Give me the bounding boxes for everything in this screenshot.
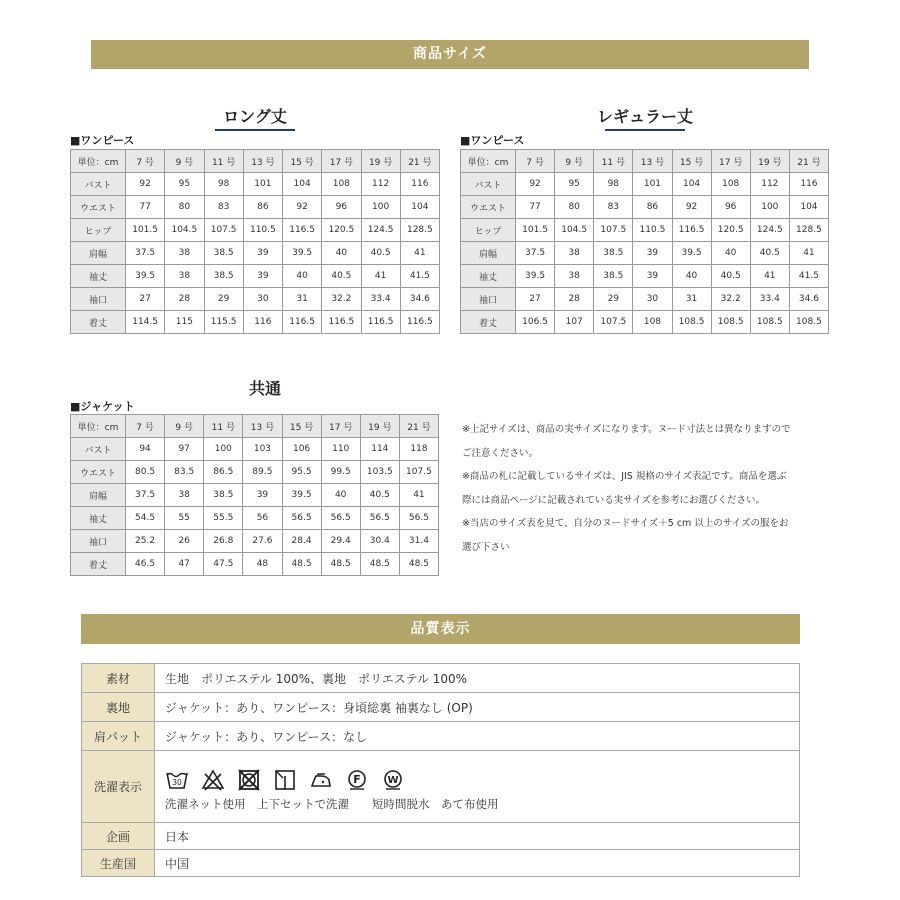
dry-clean-f-icon [345,768,369,792]
measurement-row [71,461,439,484]
measurement-value-cell: 115.5 [204,311,243,334]
measurement-row [461,219,829,242]
measurement-value-cell: 40.5 [711,265,750,288]
quality-row-material [82,664,800,693]
measurement-value-cell: 28.4 [282,530,321,553]
measurement-value-cell: 37.5 [516,242,555,265]
long-onepiece-label: ■ワンピース [70,134,135,147]
measurement-value-cell: 38 [165,484,204,507]
measurement-value-cell: 124.5 [750,219,789,242]
measurement-value-cell: 40 [322,242,361,265]
measurement-value-cell: 112 [750,173,789,196]
quality-key: 洗濯表示 [82,751,155,823]
measurement-value-cell: 39 [243,242,282,265]
measurement-value-cell: 47 [165,553,204,576]
unit-header-cell: 単位：cm [71,415,126,438]
measurement-value-cell: 29 [204,288,243,311]
measurement-label-cell: ウエスト [71,196,126,219]
quality-row-origin [82,850,800,877]
measurement-value-cell: 116.5 [400,311,439,334]
measurement-value-cell: 104.5 [555,219,594,242]
measurement-label-cell: ヒップ [461,219,516,242]
measurement-value-cell: 100 [361,196,400,219]
measurement-row [71,484,439,507]
measurement-value-cell: 40 [711,242,750,265]
measurement-value-cell: 26 [165,530,204,553]
measurement-value-cell: 103 [243,438,282,461]
measurement-row [71,288,440,311]
measurement-value-cell: 92 [283,196,322,219]
measurement-value-cell: 40.5 [322,265,361,288]
measurement-row [71,173,440,196]
measurement-value-cell: 30 [633,288,672,311]
measurement-label-cell: ウエスト [461,196,516,219]
measurement-label-cell: 袖丈 [71,507,126,530]
measurement-value-cell: 92 [672,196,711,219]
size-header-cell: 15 号 [283,150,322,173]
measurement-value-cell: 95 [165,173,204,196]
quality-key: 素材 [82,664,155,693]
measurement-row [461,265,829,288]
measurement-value-cell: 48 [243,553,282,576]
measurement-value-cell: 47.5 [204,553,243,576]
measurement-value-cell: 86 [633,196,672,219]
quality-key: 裏地 [82,693,155,722]
measurement-row [71,219,440,242]
measurement-row [71,265,440,288]
measurement-value-cell: 48.5 [321,553,360,576]
measurement-label-cell: 着丈 [71,311,126,334]
no-bleach-icon [201,768,225,792]
size-header-cell: 11 号 [204,415,243,438]
line-dry-shade-icon [273,768,297,792]
measurement-value-cell: 34.6 [789,288,828,311]
measurement-label-cell: バスト [71,438,126,461]
measurement-value-cell: 41 [750,265,789,288]
measurement-value-cell: 77 [126,196,165,219]
measurement-label-cell: 肩幅 [71,484,126,507]
long-title-text: ロング丈 [223,107,287,126]
measurement-value-cell: 128.5 [789,219,828,242]
measurement-value-cell: 110.5 [243,219,282,242]
measurement-value-cell: 41.5 [789,265,828,288]
size-header-cell: 7 号 [516,150,555,173]
size-header-cell: 11 号 [204,150,243,173]
measurement-value-cell: 56.5 [360,507,399,530]
measurement-value-cell: 38 [555,242,594,265]
measurement-value-cell: 40 [283,265,322,288]
note-line: ※当店のサイズ表を見て、自分のヌードサイズ＋5 cm 以上のサイズの服をお [462,518,789,529]
measurement-value-cell: 107.5 [594,219,633,242]
measurement-value-cell: 29.4 [321,530,360,553]
common-title [220,376,310,399]
measurement-value-cell: 114 [360,438,399,461]
measurement-value-cell: 37.5 [126,484,165,507]
measurement-row [71,196,440,219]
measurement-value-cell: 31 [283,288,322,311]
size-header-cell: 9 号 [555,150,594,173]
measurement-value-cell: 101.5 [126,219,165,242]
quality-row-planning [82,823,800,850]
measurement-value-cell: 101 [243,173,282,196]
measurement-value-cell: 38 [165,265,204,288]
measurement-value-cell: 77 [516,196,555,219]
measurement-value-cell: 80 [165,196,204,219]
measurement-value-cell: 39.5 [126,265,165,288]
measurement-value-cell: 56 [243,507,282,530]
measurement-value-cell: 29 [594,288,633,311]
size-header-cell: 13 号 [243,415,282,438]
measurement-value-cell: 31 [672,288,711,311]
measurement-value-cell: 41 [400,242,439,265]
measurement-value-cell: 100 [204,438,243,461]
measurement-value-cell: 39 [633,242,672,265]
measurement-value-cell: 118 [399,438,438,461]
measurement-value-cell: 39 [243,265,282,288]
quality-table [81,663,800,877]
measurement-value-cell: 120.5 [322,219,361,242]
common-size-table [70,414,439,576]
measurement-value-cell: 40 [672,265,711,288]
measurement-value-cell: 96 [711,196,750,219]
measurement-value-cell: 100 [750,196,789,219]
measurement-value-cell: 116.5 [283,311,322,334]
measurement-value-cell: 107 [555,311,594,334]
quality-value: ジャケット：あり、ワンピース：なし [155,722,800,751]
measurement-value-cell: 107.5 [594,311,633,334]
measurement-value-cell: 46.5 [126,553,165,576]
unit-header-cell: 単位：cm [461,150,516,173]
quality-value [155,751,800,823]
size-header-cell: 19 号 [750,150,789,173]
measurement-value-cell: 99.5 [321,461,360,484]
measurement-value-cell: 32.2 [711,288,750,311]
measurement-value-cell: 39.5 [516,265,555,288]
measurement-value-cell: 128.5 [400,219,439,242]
size-header-cell: 7 号 [126,150,165,173]
measurement-label-cell: 肩幅 [461,242,516,265]
long-title-underline [215,129,295,131]
dry-clean-letter: F [353,772,361,786]
wet-clean-w-icon [381,768,405,792]
size-header-cell: 15 号 [672,150,711,173]
measurement-value-cell: 27 [516,288,555,311]
measurement-value-cell: 98 [594,173,633,196]
no-tumble-dry-icon [237,768,261,792]
measurement-value-cell: 116.5 [361,311,400,334]
measurement-value-cell: 27.6 [243,530,282,553]
measurement-value-cell: 27 [126,288,165,311]
measurement-row [71,438,439,461]
quality-key: 肩パット [82,722,155,751]
size-header-row [71,415,439,438]
measurement-value-cell: 38.5 [204,265,243,288]
measurement-value-cell: 101 [633,173,672,196]
size-header-cell: 11 号 [594,150,633,173]
measurement-value-cell: 39 [243,484,282,507]
measurement-value-cell: 83 [204,196,243,219]
measurement-value-cell: 101.5 [516,219,555,242]
quality-key: 生産国 [82,850,155,877]
measurement-value-cell: 92 [516,173,555,196]
common-jacket-label: ■ジャケット [70,400,135,413]
measurement-row [71,242,440,265]
note-line: ご注意ください。 [462,447,539,459]
measurement-value-cell: 41 [399,484,438,507]
measurement-value-cell: 116.5 [672,219,711,242]
measurement-value-cell: 94 [126,438,165,461]
measurement-row [71,507,439,530]
size-header-row [461,150,829,173]
size-header-row [71,150,440,173]
measurement-label-cell: 着丈 [71,553,126,576]
measurement-value-cell: 108 [322,173,361,196]
measurement-label-cell: バスト [71,173,126,196]
size-header-cell: 17 号 [321,415,360,438]
quality-row-washing [82,751,800,823]
measurement-value-cell: 83.5 [165,461,204,484]
regular-title-text: レギュラー丈 [596,107,693,126]
quality-value: 中国 [155,850,800,877]
quality-key: 企画 [82,823,155,850]
measurement-value-cell: 116 [789,173,828,196]
size-header-cell: 13 号 [633,150,672,173]
size-header-cell: 17 号 [322,150,361,173]
measurement-value-cell: 38.5 [204,484,243,507]
iron-low-icon [309,768,333,792]
measurement-value-cell: 40.5 [750,242,789,265]
measurement-value-cell: 34.6 [400,288,439,311]
measurement-value-cell: 41 [361,265,400,288]
quality-value: 日本 [155,823,800,850]
measurement-label-cell: バスト [461,173,516,196]
unit-header-cell: 単位：cm [71,150,126,173]
measurement-value-cell: 56.5 [282,507,321,530]
size-header-cell: 9 号 [165,150,204,173]
quality-value: 生地 ポリエステル 100%、裏地 ポリエステル 100% [155,664,800,693]
wash-30-icon [165,768,189,792]
measurement-value-cell: 55 [165,507,204,530]
measurement-value-cell: 106 [282,438,321,461]
measurement-value-cell: 40 [321,484,360,507]
measurement-value-cell: 26.8 [204,530,243,553]
care-icons [165,768,789,792]
measurement-value-cell: 116.5 [283,219,322,242]
measurement-value-cell: 32.2 [322,288,361,311]
regular-title [585,104,705,131]
measurement-value-cell: 28 [555,288,594,311]
measurement-value-cell: 104 [283,173,322,196]
wash-instructions: 洗濯ネット使用 上下セットで洗濯 短時間脱水 あて布使用 [165,796,499,811]
measurement-value-cell: 83 [594,196,633,219]
size-header-cell: 21 号 [399,415,438,438]
measurement-label-cell: 袖口 [71,530,126,553]
measurement-value-cell: 33.4 [750,288,789,311]
measurement-label-cell: 袖丈 [461,265,516,288]
note-line: ※商品の札に記載しているサイズは、JIS 規格のサイズ表記です。商品を選ぶ [462,471,787,482]
measurement-value-cell: 38.5 [204,242,243,265]
measurement-value-cell: 37.5 [126,242,165,265]
measurement-value-cell: 104.5 [165,219,204,242]
measurement-value-cell: 40.5 [361,242,400,265]
measurement-value-cell: 41 [789,242,828,265]
quality-banner: 品質表示 [81,614,800,644]
measurement-value-cell: 48.5 [282,553,321,576]
measurement-value-cell: 86 [243,196,282,219]
measurement-row [71,553,439,576]
size-banner: 商品サイズ [91,40,809,69]
measurement-value-cell: 104 [672,173,711,196]
measurement-value-cell: 30 [243,288,282,311]
measurement-value-cell: 116 [400,173,439,196]
measurement-value-cell: 38.5 [594,242,633,265]
measurement-value-cell: 108.5 [711,311,750,334]
size-header-cell: 7 号 [126,415,165,438]
measurement-label-cell: 袖口 [461,288,516,311]
measurement-value-cell: 110.5 [633,219,672,242]
measurement-value-cell: 115 [165,311,204,334]
measurement-value-cell: 103.5 [360,461,399,484]
size-header-cell: 21 号 [789,150,828,173]
measurement-label-cell: ヒップ [71,219,126,242]
measurement-row [461,196,829,219]
measurement-value-cell: 39 [633,265,672,288]
measurement-value-cell: 28 [165,288,204,311]
long-size-table [70,149,440,334]
measurement-value-cell: 54.5 [126,507,165,530]
wash-temp-label: 30 [172,777,182,787]
measurement-label-cell: ウエスト [71,461,126,484]
measurement-value-cell: 106.5 [516,311,555,334]
size-header-cell: 19 号 [360,415,399,438]
quality-row-shoulder-pad [82,722,800,751]
size-header-cell: 13 号 [243,150,282,173]
measurement-value-cell: 108.5 [750,311,789,334]
measurement-row [461,173,829,196]
quality-row-lining [82,693,800,722]
measurement-value-cell: 80 [555,196,594,219]
measurement-value-cell: 104 [400,196,439,219]
measurement-value-cell: 89.5 [243,461,282,484]
size-header-cell: 15 号 [282,415,321,438]
measurement-value-cell: 95.5 [282,461,321,484]
quality-value: ジャケット：あり、ワンピース：身頃総裏 袖裏なし (OP) [155,693,800,722]
regular-title-underline [605,129,685,131]
measurement-value-cell: 39.5 [283,242,322,265]
measurement-value-cell: 39.5 [672,242,711,265]
measurement-value-cell: 116 [243,311,282,334]
measurement-value-cell: 30.4 [360,530,399,553]
regular-size-table [460,149,829,334]
measurement-value-cell: 80.5 [126,461,165,484]
measurement-value-cell: 108.5 [789,311,828,334]
measurement-value-cell: 92 [126,173,165,196]
long-title [195,104,315,131]
measurement-value-cell: 107.5 [204,219,243,242]
measurement-label-cell: 袖口 [71,288,126,311]
measurement-value-cell: 108 [633,311,672,334]
measurement-value-cell: 56.5 [399,507,438,530]
note-line: ※上記サイズは、商品の実サイズになります。ヌード寸法とは異なりますので [462,424,791,435]
measurement-value-cell: 38 [555,265,594,288]
measurement-value-cell: 25.2 [126,530,165,553]
measurement-label-cell: 着丈 [461,311,516,334]
measurement-row [461,311,829,334]
measurement-value-cell: 98 [204,173,243,196]
size-header-cell: 21 号 [400,150,439,173]
measurement-value-cell: 97 [165,438,204,461]
measurement-label-cell: 袖丈 [71,265,126,288]
measurement-value-cell: 114.5 [126,311,165,334]
size-notes [462,418,822,559]
measurement-value-cell: 40.5 [360,484,399,507]
measurement-value-cell: 107.5 [399,461,438,484]
measurement-value-cell: 38 [165,242,204,265]
measurement-value-cell: 108.5 [672,311,711,334]
measurement-value-cell: 55.5 [204,507,243,530]
size-header-cell: 17 号 [711,150,750,173]
measurement-value-cell: 56.5 [321,507,360,530]
measurement-value-cell: 116.5 [322,311,361,334]
wet-clean-letter: W [387,774,399,786]
measurement-value-cell: 110 [321,438,360,461]
measurement-value-cell: 39.5 [282,484,321,507]
measurement-value-cell: 38.5 [594,265,633,288]
note-line: 際には商品ページに記載されている実サイズを参考にお選びください。 [462,494,766,506]
measurement-row [71,530,439,553]
measurement-value-cell: 108 [711,173,750,196]
measurement-value-cell: 48.5 [360,553,399,576]
measurement-value-cell: 41.5 [400,265,439,288]
regular-onepiece-label: ■ワンピース [460,134,525,147]
measurement-row [71,311,440,334]
measurement-value-cell: 96 [322,196,361,219]
common-title-text: 共通 [248,379,281,398]
size-header-cell: 19 号 [361,150,400,173]
measurement-value-cell: 31.4 [399,530,438,553]
measurement-label-cell: 肩幅 [71,242,126,265]
size-header-cell: 9 号 [165,415,204,438]
measurement-value-cell: 104 [789,196,828,219]
measurement-row [461,242,829,265]
measurement-value-cell: 120.5 [711,219,750,242]
measurement-value-cell: 95 [555,173,594,196]
measurement-value-cell: 124.5 [361,219,400,242]
note-line: 選び下さい [462,541,510,553]
measurement-value-cell: 48.5 [399,553,438,576]
measurement-value-cell: 86.5 [204,461,243,484]
measurement-value-cell: 33.4 [361,288,400,311]
measurement-row [461,288,829,311]
measurement-value-cell: 112 [361,173,400,196]
